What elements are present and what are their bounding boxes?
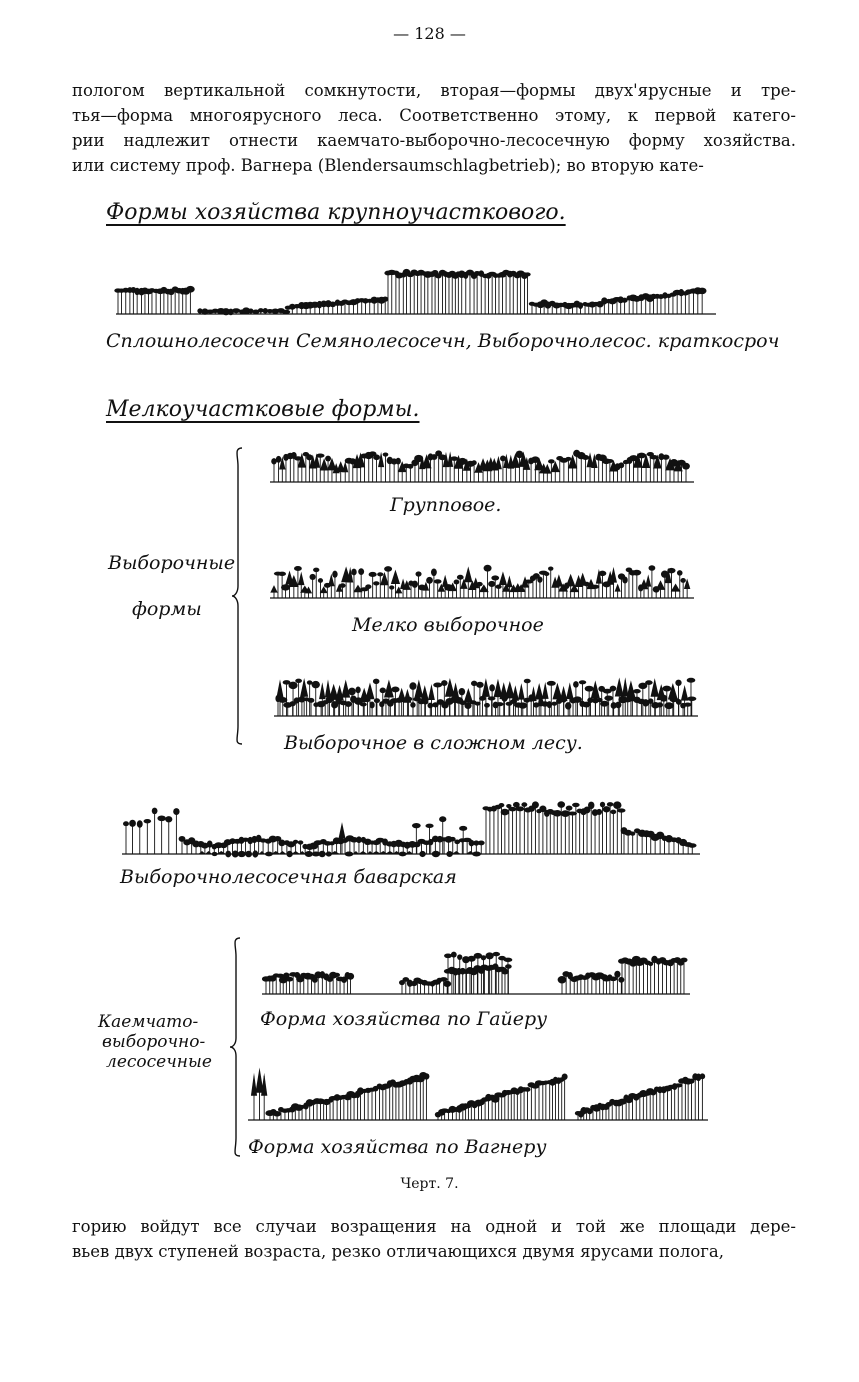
tree-mark	[379, 701, 384, 716]
tree-mark	[245, 851, 252, 858]
tree-mark	[561, 810, 570, 854]
tree-mark	[412, 581, 418, 598]
tree-mark	[411, 459, 418, 482]
tree-mark	[320, 458, 329, 482]
tree-mark	[168, 289, 175, 314]
tree-mark	[179, 836, 186, 854]
tree-mark	[558, 976, 567, 994]
tree-mark	[539, 1081, 546, 1120]
tree-mark	[452, 273, 459, 314]
tree-mark	[412, 823, 421, 854]
tree-mark	[445, 272, 452, 314]
tree-mark	[319, 851, 326, 858]
tree-mark	[551, 461, 560, 482]
tree-mark	[578, 302, 583, 314]
tree-mark	[632, 570, 641, 598]
tree-mark	[428, 839, 433, 854]
tree-mark	[485, 952, 493, 994]
tree-mark	[603, 806, 610, 854]
tree-mark	[465, 1104, 471, 1120]
tree-mark	[462, 956, 470, 994]
tree-mark	[672, 1083, 677, 1120]
tree-mark	[259, 851, 265, 854]
tree-mark	[560, 686, 568, 716]
tree-mark	[464, 566, 472, 598]
tree-mark	[618, 462, 624, 482]
tree-mark	[576, 809, 582, 854]
tree-mark	[400, 272, 407, 314]
tree-mark	[319, 682, 325, 716]
tree-mark	[656, 832, 664, 854]
tree-mark	[491, 806, 497, 854]
tree-mark	[330, 851, 340, 854]
tree-mark	[580, 808, 587, 854]
tree-mark	[482, 274, 488, 314]
tree-mark	[383, 453, 389, 482]
forest-strip-gayer	[262, 944, 690, 998]
tree-mark	[609, 460, 618, 482]
tree-mark	[411, 981, 418, 994]
tree-mark	[524, 807, 532, 854]
text-line: или систему проф. Вагнера (Blendersaumschlagbetrieb); во вторую кате-	[72, 156, 704, 175]
tree-mark	[496, 702, 504, 716]
tree-mark	[630, 961, 637, 994]
tree-mark	[273, 1111, 281, 1120]
tree-mark	[431, 454, 438, 482]
tree-mark	[507, 271, 513, 314]
tree-mark	[548, 566, 553, 598]
tree-mark	[186, 286, 195, 314]
tree-mark	[165, 816, 172, 854]
forest-strip-bavarian	[122, 800, 700, 858]
tree-mark	[518, 702, 527, 716]
tree-mark	[374, 698, 380, 716]
tree-mark	[435, 273, 442, 314]
tree-mark	[630, 831, 635, 854]
tree-mark	[610, 567, 617, 598]
caption-group-selection: Групповое.	[390, 494, 502, 516]
tree-mark	[648, 962, 653, 994]
tree-mark	[342, 461, 348, 482]
paragraph-bottom	[72, 1214, 796, 1264]
tree-mark	[559, 1077, 564, 1120]
tree-mark	[144, 819, 152, 854]
tree-mark	[443, 981, 451, 994]
forest-strip-wagner	[248, 1064, 708, 1124]
tree-mark	[516, 806, 524, 854]
tree-mark	[157, 815, 165, 854]
tree-mark	[270, 585, 277, 598]
tree-mark	[355, 1091, 361, 1120]
tree-mark	[671, 583, 681, 598]
caption-wagner: Форма хозяйства по Вагнеру	[248, 1136, 547, 1158]
tree-mark	[669, 292, 676, 314]
forest-strip-large-area	[116, 262, 716, 318]
tree-mark	[493, 273, 499, 314]
group-label-strip-2: выборочно-	[102, 1032, 206, 1052]
tree-mark	[633, 1094, 639, 1120]
tree-mark	[422, 700, 428, 716]
tree-mark	[621, 298, 627, 314]
tree-mark	[347, 973, 354, 994]
tree-mark	[498, 272, 506, 314]
tree-mark	[650, 1090, 657, 1120]
tree-mark	[696, 1074, 701, 1120]
tree-mark	[484, 703, 490, 716]
tree-mark	[389, 585, 394, 598]
caption-layered-selection: Выборочное в сложном лесу.	[284, 732, 583, 754]
tree-mark	[688, 843, 697, 854]
tree-mark	[387, 270, 396, 314]
tree-mark	[441, 680, 448, 716]
tree-mark	[471, 681, 477, 716]
text-line: тья—форма многоярусного леса. Соответственно этому, к первой катего-	[72, 106, 796, 125]
tree-mark	[312, 977, 318, 994]
tree-mark	[614, 971, 620, 994]
tree-mark	[382, 297, 388, 314]
tree-mark	[294, 972, 300, 994]
tree-mark	[428, 684, 435, 716]
tree-mark	[471, 273, 477, 314]
tree-mark	[531, 1083, 540, 1120]
tree-mark	[700, 1073, 706, 1120]
brace-selection-forms	[232, 446, 250, 746]
tree-mark	[482, 806, 489, 854]
tree-mark	[271, 458, 277, 482]
forest-strip-layered	[274, 674, 698, 720]
tree-mark	[485, 273, 491, 314]
tree-mark	[327, 976, 334, 994]
tree-mark	[269, 975, 276, 994]
tree-mark	[298, 572, 304, 598]
tree-mark	[487, 807, 493, 854]
tree-mark	[299, 851, 306, 854]
tree-mark	[322, 700, 328, 716]
text-line: рии надлежит отнести каемчато-выборочно-лесосечную форму хозяйства.	[72, 131, 796, 150]
tree-mark	[334, 973, 340, 994]
tree-mark	[698, 288, 707, 314]
tree-mark	[567, 972, 572, 994]
tree-mark	[123, 821, 129, 854]
tree-mark	[544, 572, 550, 598]
tree-mark	[313, 568, 319, 598]
tree-mark	[345, 851, 354, 856]
tree-mark	[565, 702, 571, 716]
brace-strip-forms	[230, 936, 248, 1158]
tree-mark	[472, 852, 481, 857]
tree-mark	[282, 310, 291, 314]
group-label-strip-3: лесосечные	[106, 1052, 212, 1072]
tree-mark	[587, 1109, 593, 1120]
paragraph-top	[72, 78, 796, 178]
tree-mark	[137, 820, 143, 854]
tree-mark	[678, 961, 684, 994]
tree-mark	[417, 270, 425, 314]
tree-mark	[582, 455, 589, 482]
figure-heading-small: Мелкоучастковые формы.	[106, 397, 420, 422]
caption-large-area-forms: Сплошнолесосечн Семянолесосечн, Выборочнолесос. краткосроч	[106, 330, 780, 352]
tree-mark	[403, 689, 411, 716]
tree-mark	[365, 584, 371, 598]
text-line: горию войдут все случаи возращения на одной и той же площади дере-	[72, 1217, 796, 1236]
tree-mark	[494, 805, 501, 854]
tree-mark	[505, 702, 512, 716]
tree-mark	[664, 702, 673, 716]
group-label-selection: Выборочные	[108, 552, 236, 574]
tree-mark	[399, 980, 405, 994]
tree-mark	[238, 851, 246, 857]
tree-mark	[591, 585, 599, 598]
page-number: — 128 —	[393, 24, 466, 43]
tree-mark	[521, 272, 528, 314]
tree-mark	[252, 850, 258, 857]
group-label-strip-1: Каемчато-	[98, 1012, 199, 1032]
tree-mark	[536, 809, 541, 854]
tree-mark	[225, 851, 231, 858]
tree-mark	[549, 1079, 556, 1120]
tree-mark	[470, 968, 478, 994]
tree-mark	[452, 851, 461, 854]
tree-mark	[419, 851, 426, 857]
tree-mark	[524, 579, 533, 598]
tree-mark	[533, 702, 539, 716]
tree-mark	[337, 1095, 344, 1120]
tree-mark	[291, 851, 300, 854]
tree-mark	[592, 809, 598, 854]
tree-mark	[478, 1099, 484, 1120]
tree-mark	[407, 464, 413, 482]
tree-mark	[339, 822, 346, 854]
caption-bavarian: Выборочнолесосечная баварская	[120, 866, 457, 888]
tree-mark	[609, 976, 617, 994]
tree-mark	[610, 810, 616, 854]
tree-mark	[551, 702, 557, 716]
caption-gayer: Форма хозяйства по Гайеру	[260, 1008, 548, 1030]
tree-mark	[618, 977, 624, 994]
tree-mark	[530, 575, 536, 598]
tree-mark	[217, 851, 226, 854]
tree-mark	[518, 683, 525, 716]
tree-mark	[514, 273, 521, 314]
tree-mark	[656, 958, 662, 994]
tree-mark	[544, 810, 550, 854]
tree-mark	[543, 1080, 549, 1120]
tree-mark	[323, 973, 329, 994]
tree-mark	[560, 458, 568, 482]
tree-mark	[667, 960, 674, 994]
figure-heading-large: Формы хозяйства крупноучасткового.	[106, 200, 566, 225]
tree-mark	[365, 452, 373, 482]
forest-strip-fine	[270, 558, 694, 602]
figure-caption: Черт. 7.	[400, 1176, 459, 1192]
tree-mark	[556, 699, 562, 716]
tree-mark	[251, 1073, 257, 1120]
tree-mark	[421, 271, 428, 314]
tree-mark	[379, 1085, 386, 1120]
tree-mark	[528, 806, 535, 854]
tree-mark	[615, 583, 621, 598]
tree-mark	[173, 808, 179, 854]
tree-mark	[421, 685, 429, 716]
tree-mark	[666, 294, 672, 314]
tree-mark	[413, 842, 421, 854]
tree-mark	[341, 977, 347, 994]
tree-mark	[152, 808, 158, 854]
tree-mark	[129, 820, 136, 854]
tree-mark	[310, 574, 316, 598]
tree-mark	[682, 463, 690, 482]
tree-mark	[432, 851, 440, 857]
tree-mark	[464, 688, 473, 716]
tree-mark	[387, 1080, 393, 1120]
tree-mark	[373, 581, 379, 598]
tree-mark	[446, 851, 453, 857]
tree-mark	[308, 698, 315, 716]
tree-mark	[596, 809, 602, 854]
tree-mark	[506, 575, 512, 598]
tree-mark	[496, 584, 502, 598]
tree-mark	[463, 272, 468, 314]
tree-mark	[472, 577, 479, 598]
tree-mark	[423, 582, 430, 598]
tree-mark	[656, 580, 665, 598]
tree-mark	[358, 568, 364, 598]
tree-mark	[358, 851, 367, 854]
tree-mark	[675, 837, 681, 854]
group-label-selection-2: формы	[132, 598, 202, 620]
forest-strip-group	[270, 440, 694, 486]
tree-mark	[360, 702, 367, 716]
tree-mark	[291, 452, 297, 482]
tree-mark	[414, 272, 421, 314]
tree-mark	[689, 1079, 695, 1120]
tree-mark	[308, 974, 316, 994]
tree-mark	[459, 701, 466, 716]
tree-mark	[622, 577, 628, 598]
tree-mark	[407, 273, 415, 314]
tree-mark	[677, 570, 683, 598]
tree-mark	[318, 578, 323, 598]
tree-mark	[327, 1099, 333, 1120]
tree-mark	[645, 574, 651, 598]
tree-mark	[205, 851, 212, 854]
tree-mark	[351, 569, 356, 598]
tree-mark	[496, 273, 503, 314]
tree-mark	[556, 1077, 562, 1120]
caption-fine-selection: Мелко выборочное	[352, 614, 544, 636]
tree-mark	[279, 851, 287, 854]
tree-mark	[335, 685, 344, 716]
tree-mark	[682, 291, 689, 314]
tree-mark	[615, 702, 621, 716]
tree-mark	[657, 702, 664, 716]
tree-mark	[537, 576, 542, 598]
tree-mark	[557, 801, 565, 854]
tree-mark	[515, 1089, 521, 1120]
tree-mark	[684, 703, 691, 716]
tree-mark	[525, 1087, 531, 1120]
tree-mark	[384, 679, 394, 716]
tree-mark	[610, 686, 617, 716]
tree-mark	[373, 454, 380, 482]
tree-mark	[510, 699, 517, 716]
tree-mark	[509, 807, 517, 854]
text-line: вьев двух ступеней возраста, резко отличающихся двумя ярусами полога,	[72, 1242, 724, 1261]
tree-mark	[447, 451, 453, 482]
tree-mark	[507, 455, 514, 482]
text-line: пологом вертикальной сомкнутости, вторая—формы двух'ярусные и тре-	[72, 81, 796, 100]
tree-mark	[488, 581, 495, 598]
tree-mark	[392, 1082, 399, 1120]
